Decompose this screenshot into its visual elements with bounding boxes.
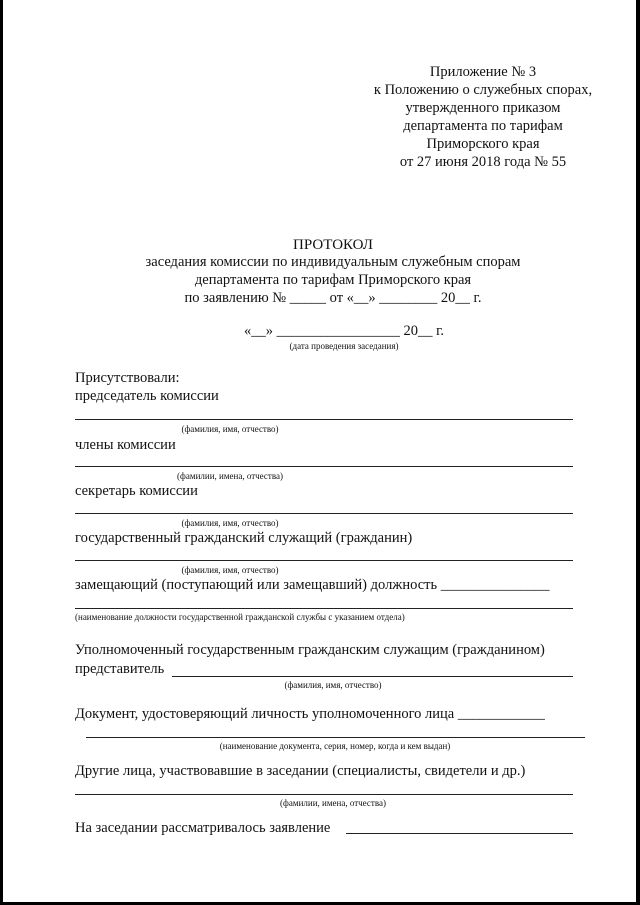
document-line: Документ, удостоверяющий личность уполномоченного лица ____________ xyxy=(75,706,545,722)
position-fill-line xyxy=(75,608,573,609)
meeting-date-caption: (дата проведения заседания) xyxy=(289,341,399,351)
document-caption: (наименование документа, серия, номер, когда и кем выдан) xyxy=(219,741,451,751)
attendance-heading: Присутствовали: xyxy=(75,370,180,386)
representative-line-1: Уполномоченный государственным гражданским служащим (гражданином) xyxy=(75,642,545,658)
representative-caption: (фамилия, имя, отчество) xyxy=(284,680,382,690)
protocol-subtitle-1: заседания комиссии по индивидуальным служебным спорам xyxy=(145,254,521,270)
civil-servant-caption: (фамилия, имя, отчество) xyxy=(181,565,279,575)
appendix-line-3: утвержденного приказом xyxy=(405,100,561,116)
civil-servant-label: государственный гражданский служащий (гражданин) xyxy=(75,530,413,546)
appendix-line-4: департамента по тарифам xyxy=(403,118,563,134)
scan-edge-right xyxy=(636,0,640,905)
protocol-title: ПРОТОКОЛ xyxy=(293,237,373,253)
others-fill-line xyxy=(75,794,573,795)
position-caption: (наименование должности государственной гражданской службы с указанием отдела) xyxy=(75,612,405,622)
appendix-line-5: Приморского края xyxy=(426,136,540,152)
considered-label: На заседании рассматривалось заявление xyxy=(75,820,331,836)
chairman-caption: (фамилия, имя, отчество) xyxy=(181,424,279,434)
appendix-line-2: к Положению о служебных спорах, xyxy=(373,82,593,98)
representative-line-2: представитель xyxy=(75,661,165,677)
appendix-line-6: от 27 июня 2018 года № 55 xyxy=(399,154,567,170)
considered-fill-line xyxy=(346,833,573,834)
protocol-subtitle-3: по заявлению № _____ от «__» ________ 20__ г. xyxy=(184,290,482,306)
civil-servant-fill-line xyxy=(75,560,573,561)
appendix-line-1: Приложение № 3 xyxy=(429,64,537,80)
others-line: Другие лица, участвовавшие в заседании (специалисты, свидетели и др.) xyxy=(75,763,526,779)
members-fill-line xyxy=(75,466,573,467)
members-label: члены комиссии xyxy=(75,437,176,453)
secretary-label: секретарь комиссии xyxy=(75,483,198,499)
position-label: замещающий (поступающий или замещавший) должность _______________ xyxy=(75,577,550,593)
members-caption: (фамилии, имена, отчества) xyxy=(177,471,283,481)
secretary-fill-line xyxy=(75,513,573,514)
chairman-label: председатель комиссии xyxy=(75,388,219,404)
document-fill-line xyxy=(86,737,585,738)
protocol-subtitle-2: департамента по тарифам Приморского края xyxy=(194,272,472,288)
representative-fill-line xyxy=(172,676,573,677)
secretary-caption: (фамилия, имя, отчество) xyxy=(181,518,279,528)
meeting-date-line: «__» _________________ 20__ г. xyxy=(243,323,445,339)
chairman-fill-line xyxy=(75,419,573,420)
others-caption: (фамилии, имена, отчества) xyxy=(280,798,386,808)
scan-edge-left xyxy=(0,0,3,905)
